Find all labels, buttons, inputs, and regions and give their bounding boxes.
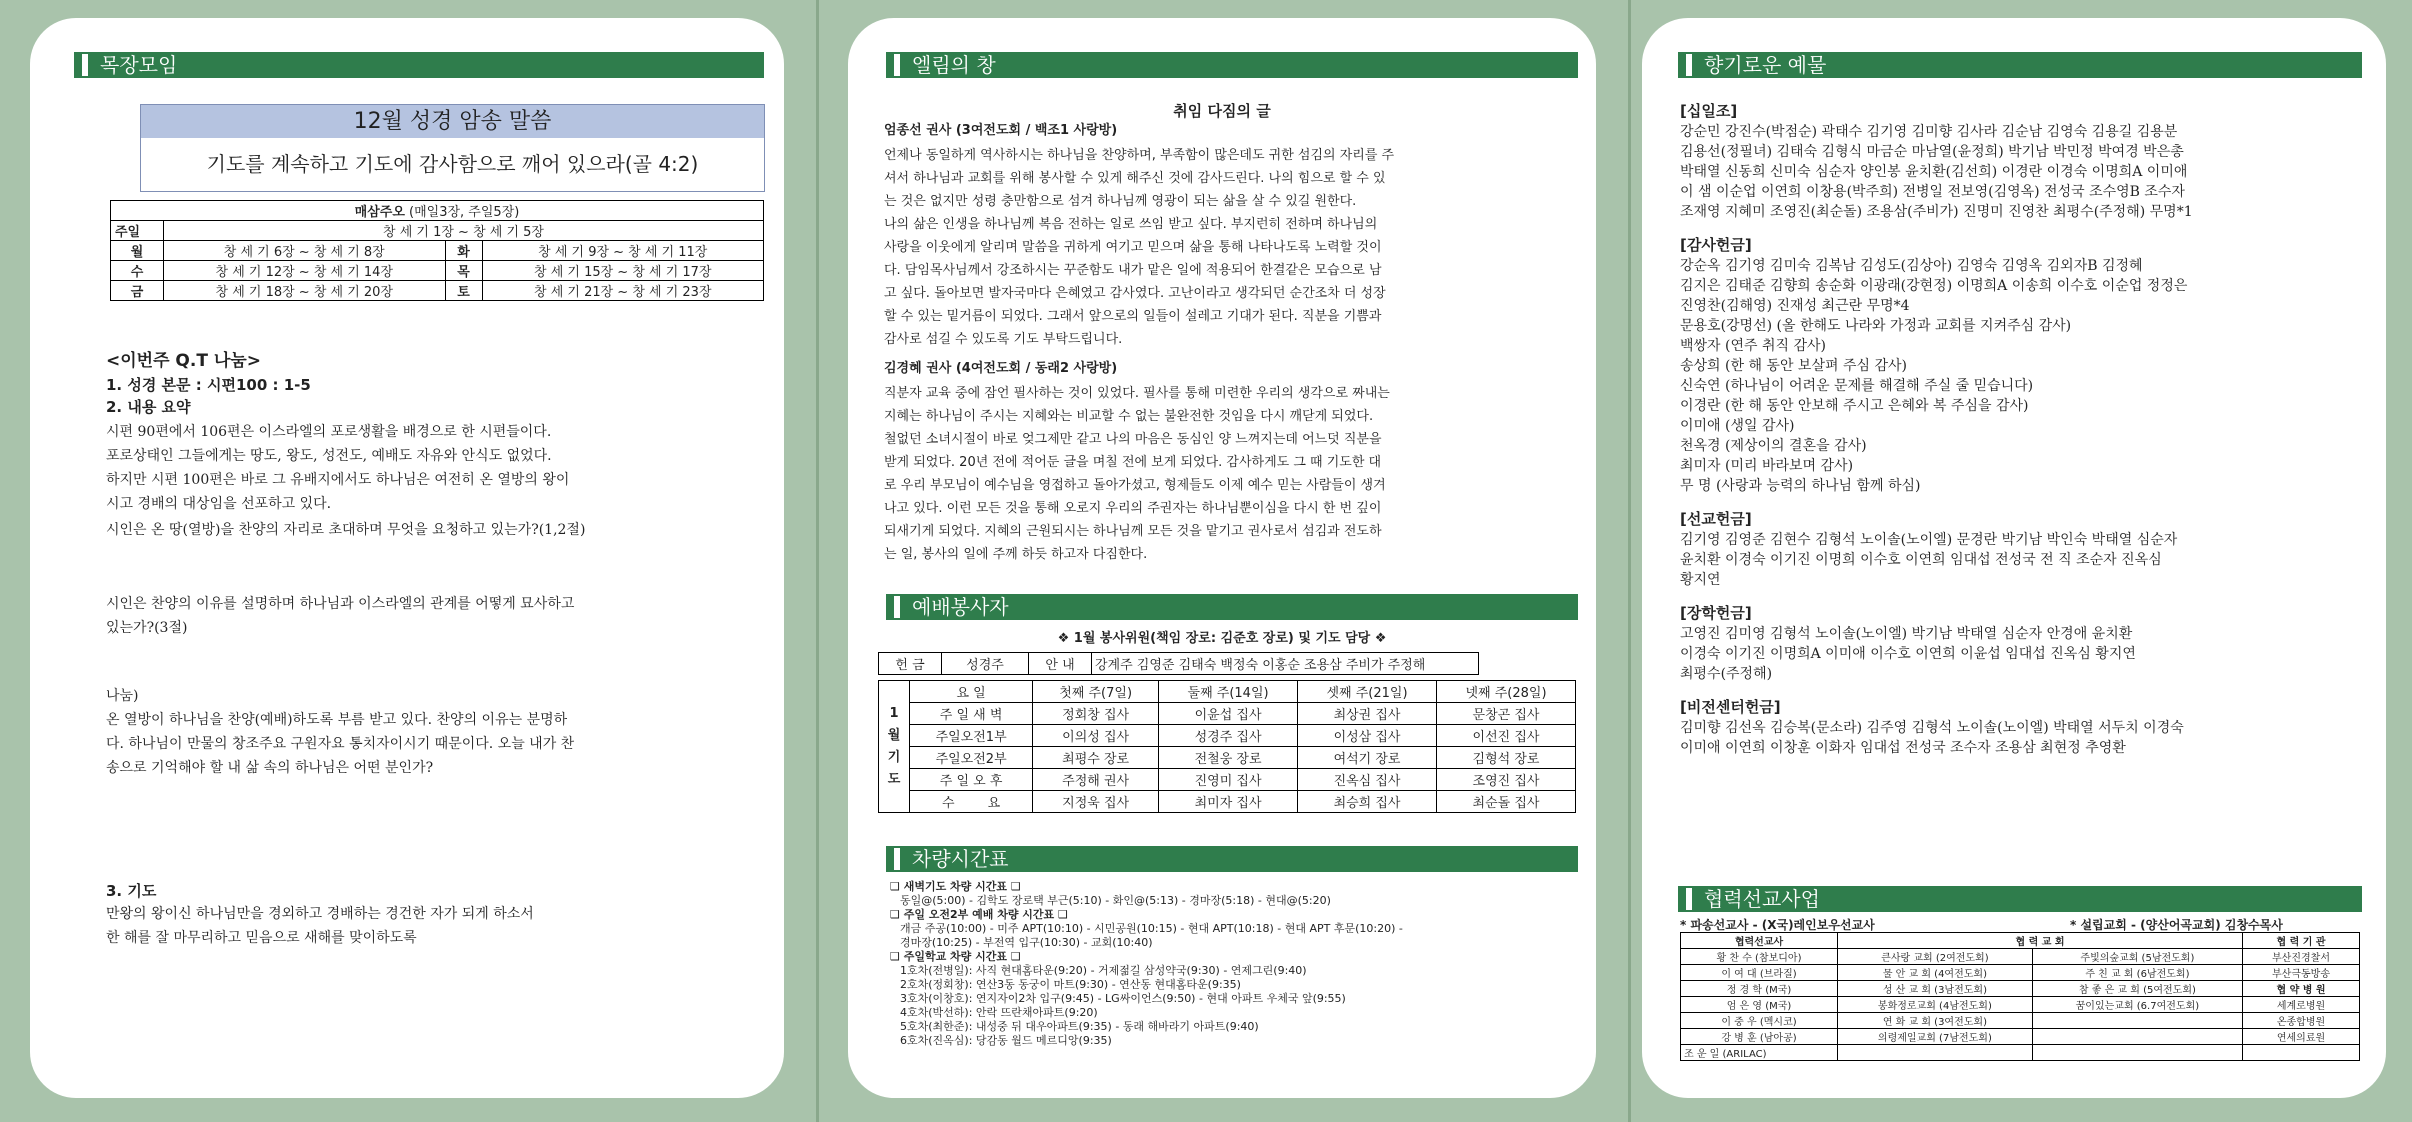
- service-name: 주일오전2부: [910, 747, 1033, 769]
- prayer-title: 3. 기도: [106, 882, 157, 900]
- table-cell: 최미자 집사: [1159, 791, 1298, 813]
- service-name: 주 일 새 벽: [910, 703, 1033, 725]
- middle-page: [848, 18, 1596, 1098]
- offering-name: 성경주: [942, 653, 1029, 675]
- service-name: 주 일 오 후: [910, 769, 1033, 791]
- month-label: 1 월 기 도: [879, 681, 910, 813]
- table-cell: 성경주 집사: [1159, 725, 1298, 747]
- table-cell: 여석기 장로: [1298, 747, 1437, 769]
- reading-range: 창 세 기 12장 ~ 창 세 기 14장: [164, 261, 446, 281]
- table-cell: 주정해 권사: [1033, 769, 1159, 791]
- qt-question-2: 시인은 찬양의 이유를 설명하며 하나님과 이스라엘의 관계를 어떻게 묘사하고 있는가?(3절): [106, 596, 575, 636]
- table-header: 협 력 교 회: [1838, 933, 2243, 949]
- table-header: 협 력 기 관: [2243, 933, 2360, 949]
- reading-range: 창 세 기 21장 ~ 창 세 기 23장: [482, 281, 764, 301]
- day-label: 수: [111, 261, 164, 281]
- table-cell: 최평수 장로: [1033, 747, 1159, 769]
- offering-section: [십일조] 강순민 강진수(박점순) 곽태수 김기영 김미향 김사라 김순남 김영숙 김용길 김용분 김용선(정필녀) 김태숙 김형식 마금순 마남열(윤정희) 박기남 박민정 박여경 박은총 박태열 신동희 신미숙 심순자 양인봉 윤치환(김선희) 이경란 이경숙 이명희A 이미애 이 샘 이순업 이연희 이창용(박주희) 전병일 전보영(김영옥) 전성국 조수영B 조수자 조재영 지혜미 조영진(최순돌) 조용삼(주비가) 진명미 진영찬 최평수(주정해) 무명*1: [1680, 102, 2193, 220]
- week-header: 요 일: [910, 681, 1033, 703]
- page-fold-1: [816, 0, 819, 1122]
- table-cell: 문창곤 집사: [1437, 703, 1576, 725]
- mission-table: [1680, 932, 2360, 1061]
- essay-paragraph-1: 언제나 동일하게 역사하시는 하나님을 찬양하며, 부족함이 많은데도 귀한 섬김의 자리를 주 셔서 하나님과 교회를 위해 봉사할 수 있게 해주신 것에 감사드린다. 나의 힘으로 할 수 있 는 것은 없지만 성령 충만함으로 섬겨 하나님께 영광이 되는 삶을 살 수 있길 원한다. 나의 삶은 인생을 하나님께 복음 전하는 일로 쓰임 받고 싶다. 부지런히 전하며 하나님의 사랑을 이웃에게 알리며 말씀을 귀하게 여기고 믿으며 삶을 통해 나타나도록 노력할 것이 다. 담임목사님께서 강조하시는 꾸준함도 내가 맡은 일에 적용되어 한결같은 모습으로 남 고 싶다. 돌아보면 발자국마다 은혜였고 감사였다. 고난이라고 생각되던 순간조차 더 성장 할 수 있는 밑거름이 되었다. 그래서 앞으로의 일들이 설레고 기대가 된다. 직분을 기쁨과 감사로 섬길 수 있도록 기도 부탁드립니다.: [884, 148, 1395, 347]
- memory-verse-text: 기도를 계속하고 기도에 감사함으로 깨어 있으라(골 4:2): [206, 152, 699, 176]
- offering-section: [감사헌금] 강순옥 김기영 김미숙 김복남 김성도(김상아) 김영숙 김영옥 김외자B 김정혜 김지은 김태준 김향희 송순화 이광래(강현정) 이명희A 이송희 이수호 이순업 정정은 진영찬(김해영) 진재성 최근란 무명*4 문용호(강명선) (올 한해도 나라와 가정과 교회를 지켜주심 감사) 백쌍자 (연주 취직 감사) 송상희 (한 해 동안 보살펴 주심 감사) 신숙연 (하나님이 어려운 문제를 해결해 주실 줄 믿습니다) 이경란 (한 해 동안 안보해 주시고 은혜와 복 주심을 감사) 이미애 (생일 감사) 천옥경 (제상이의 결혼을 감사) 최미자 (미리 바라보며 감사) 무 명 (사랑과 능력의 하나님 함께 하심): [1680, 236, 2188, 494]
- usher-names: 강계주 김영준 김태숙 백정숙 이홍순 조용삼 주비가 주정해: [1092, 653, 1479, 675]
- section-header-bus: 차량시간표: [886, 846, 1578, 872]
- table-cell: 이선진 집사: [1437, 725, 1576, 747]
- share-label: 나눔): [106, 688, 139, 704]
- day-label: 목: [445, 261, 482, 281]
- table-header: 협력선교사: [1681, 933, 1838, 949]
- qt-title: <이번주 Q.T 나눔>: [106, 351, 261, 371]
- qt-summary: 시편 90편에서 106편은 이스라엘의 포로생활을 배경으로 한 시편들이다. 포로상태인 그들에게는 땅도, 왕도, 성전도, 예배도 자유와 안식도 없었다. 하지만 시편 100편은 바로 그 유배지에서도 하나님은 여전히 온 열방의 왕이 시고 경배의 대상임을 선포하고 있다.: [106, 424, 570, 512]
- day-label: 금: [111, 281, 164, 301]
- section-header-offering: 향기로운 예물: [1678, 52, 2362, 78]
- table-cell: 최순돌 집사: [1437, 791, 1576, 813]
- table-cell: 이의성 집사: [1033, 725, 1159, 747]
- usher-label: 안 내: [1029, 653, 1092, 675]
- offering-label: 헌 금: [879, 653, 942, 675]
- reading-range: 창 세 기 15장 ~ 창 세 기 17장: [482, 261, 764, 281]
- offering-table: [878, 652, 1479, 675]
- table-cell: 이성삼 집사: [1298, 725, 1437, 747]
- week-header: 넷째 주(28일): [1437, 681, 1576, 703]
- table-cell: 조영진 집사: [1437, 769, 1576, 791]
- prayer-text: 만왕의 왕이신 하나님만을 경외하고 경배하는 경건한 자가 되게 하소서 한 해를 잘 마무리하고 믿음으로 새해를 맞이하도록: [106, 906, 534, 946]
- mission-missionary: * 파송선교사 - (X국)레인보우선교사: [1680, 918, 1875, 932]
- qt-passage: 1. 성경 본문 : 시편100 : 1-5: [106, 376, 311, 394]
- day-label: 화: [445, 241, 482, 261]
- reading-range: 창 세 기 9장 ~ 창 세 기 11장: [482, 241, 764, 261]
- service-name: 수 요: [910, 791, 1033, 813]
- page-fold-2: [1628, 0, 1631, 1122]
- essay-paragraph-2: 직분자 교육 중에 잠언 필사하는 것이 있었다. 필사를 통해 미련한 우리의 생각으로 짜내는 지혜는 하나님이 주시는 지혜와는 비교할 수 없는 불완전한 것임을 다시 깨닫게 되었다. 철없던 소녀시절이 바로 엊그제만 같고 나의 마음은 동심인 양 느껴지는데 어느덧 직분을 받게 되었다. 20년 전에 적어둔 글을 며칠 전에 보게 되었다. 감사하게도 그 때 기도한 대 로 우리 부모님이 예수님을 영접하고 돌아가셨고, 형제들도 이제 예수 믿는 사람들이 생겨 나고 있다. 이런 모든 것을 통해 오로지 우리의 주권자는 하나님뿐이심을 다시 한 번 깊이 되새기게 되었다. 지혜의 근원되시는 하나님께 모든 것을 맡기고 권사로서 섬김과 전도하 는 일, 봉사의 일에 주께 하듯 하고자 다짐한다.: [884, 386, 1390, 562]
- essay-title: 취임 다짐의 글: [1173, 102, 1271, 120]
- qt-question-1: 시인은 온 땅(열방)을 찬양의 자리로 초대하며 무엇을 요청하고 있는가?(1,2절): [106, 522, 586, 538]
- left-page: [30, 18, 784, 1098]
- share-text: 온 열방이 하나님을 찬양(예배)하도록 부름 받고 있다. 찬양의 이유는 분명하 다. 하나님이 만물의 창조주요 구원자요 통치자이시기 때문이다. 오늘 내가 찬 송으로 기억해야 할 내 삶 속의 하나님은 어떤 분인가?: [106, 712, 575, 776]
- week-header: 첫째 주(7일): [1033, 681, 1159, 703]
- table-row: 이 여 대 (브라질) 물 안 교 회 (4여전도회) 주 친 교 회 (6남전도회) 부산극동방송: [1681, 965, 2360, 981]
- table-cell: 진영미 집사: [1159, 769, 1298, 791]
- bus-schedule: ❑ 새벽기도 차량 시간표 ❑ 동일@(5:00) - 김학도 장로택 부근(5:10) - 화인@(5:13) - 경마장(5:18) - 현대@(5:20) ❑ 주일 오전2부 예배 차량 시간표 ❑ 개금 주공(10:00) - 미주 APT(10:10) - 시민공원(10:15) - 현대 APT(10:18) - 현대 APT 후문(10:20) - 경마장(10:25) - 부전역 입구(10:30) - 교회(10:40) ❑ 주일학교 차량 시간표 ❑ 1호차(전병일): 사직 현대홈타운(9:20) - 거제젊길 삼성약국(9:30) - 연제그린(9:40) 2호차(정회창): 연산3동 동궁이 마트(9:30) - 연산동 현대홈타운(9:35) 3호차(이창호): 연지자이2차 입구(9:45) - LG싸이언스(9:50) - 현대 아파트 우체국 앞(9:55) 4호차(박선하): 안락 뜨란채아파트(9:20) 5호차(최한준): 내성중 뒤 대우아파트(9:35) - 동래 해바라기 아파트(9:40) 6호차(진옥심): 당감동 월드 메르디앙(9:35): [890, 880, 1403, 1047]
- reading-range: 창 세 기 6장 ~ 창 세 기 8장: [164, 241, 446, 261]
- table-cell: 지정욱 집사: [1033, 791, 1159, 813]
- section-header-mokjang: 목장모임: [74, 52, 764, 78]
- essay-author-1: 엄종선 권사 (3여전도회 / 백조1 사랑방): [884, 123, 1118, 138]
- memory-verse-title: 12월 성경 암송 말씀: [141, 105, 764, 138]
- section-header-elim: 엘림의 창: [886, 52, 1578, 78]
- offering-section: [비전센터헌금] 김미향 김선옥 김승복(문소라) 김주영 김형석 노이솔(노이엘) 박태열 서두치 이경숙 이미애 이연희 이창훈 이화자 임대섭 전성국 조수자 조용삼 최현정 추영환: [1680, 698, 2184, 756]
- day-label: 토: [445, 281, 482, 301]
- bible-reading-table: [110, 200, 764, 301]
- table-row: 엄 은 영 (M국) 봉화정로교회 (4남전도회) 꿈이있는교회 (6.7여전도회) 세계로병원: [1681, 997, 2360, 1013]
- table-row: 황 찬 수 (참보디아) 큰사랑 교회 (2여전도회) 주빛의숲교회 (5남전도회) 부산진경찰서: [1681, 949, 2360, 965]
- week-header: 둘째 주(14일): [1159, 681, 1298, 703]
- reading-range: 창 세 기 1장 ~ 창 세 기 5장: [164, 221, 764, 241]
- day-label: 주일: [111, 221, 164, 241]
- table-row: 조 운 일 (ARILAC): [1681, 1045, 2360, 1061]
- table-cell: 진옥심 집사: [1298, 769, 1437, 791]
- mission-church: * 설립교회 - (양산어곡교회) 김창수목사: [2070, 918, 2283, 932]
- memory-verse-box: [140, 104, 765, 192]
- day-label: 월: [111, 241, 164, 261]
- table-cell: 전철웅 장로: [1159, 747, 1298, 769]
- table-cell: 김형석 장로: [1437, 747, 1576, 769]
- decor-arc: [492, 966, 784, 1098]
- qt-summary-title: 2. 내용 요약: [106, 398, 191, 416]
- offering-section: [선교헌금] 김기영 김영준 김현수 김형석 노이솔(노이엘) 문경란 박기남 박인숙 박태열 심순자 윤치환 이경숙 이기진 이명희 이수호 이연희 임대섭 전성국 전 직 조순자 진옥심 황지연: [1680, 510, 2178, 588]
- essay-author-2: 김경혜 권사 (4여전도회 / 동래2 사랑방): [884, 361, 1118, 376]
- reading-range: 창 세 기 18장 ~ 창 세 기 20장: [164, 281, 446, 301]
- service-name: 주일오전1부: [910, 725, 1033, 747]
- prayer-duty-table: [878, 680, 1576, 813]
- table-cell: 이윤섭 집사: [1159, 703, 1298, 725]
- section-header-service: 예배봉사자: [886, 594, 1578, 620]
- reading-title: 매삼주오 (매일3장, 주일5장): [111, 201, 764, 221]
- service-title: ❖ 1월 봉사위원(책임 장로: 김준호 장로) 및 기도 담당 ❖: [1057, 631, 1387, 646]
- table-row: 정 경 학 (M국) 성 산 교 회 (3남전도회) 참 좋 은 교 회 (5여전도회) 협 약 병 원: [1681, 981, 2360, 997]
- section-header-mission: 협력선교사업: [1678, 886, 2362, 912]
- table-cell: 정회창 집사: [1033, 703, 1159, 725]
- week-header: 셋째 주(21일): [1298, 681, 1437, 703]
- table-cell: 최상권 집사: [1298, 703, 1437, 725]
- offering-list: [1680, 100, 2370, 758]
- table-row: 강 병 훈 (남아공) 의령제일교회 (7남전도회) 연세의료원: [1681, 1029, 2360, 1045]
- offering-section: [장학헌금] 고영진 김미영 김형석 노이솔(노이엘) 박기남 박태열 심순자 안경애 윤치환 이경숙 이기진 이명희A 이미애 이수호 이연희 이윤섭 임대섭 진옥심 황지연 최평수(주정해): [1680, 604, 2136, 682]
- right-page: [1642, 18, 2386, 1098]
- table-cell: 최승희 집사: [1298, 791, 1437, 813]
- table-row: 이 중 우 (멕시코) 연 화 교 회 (3여전도회) 온종합병원: [1681, 1013, 2360, 1029]
